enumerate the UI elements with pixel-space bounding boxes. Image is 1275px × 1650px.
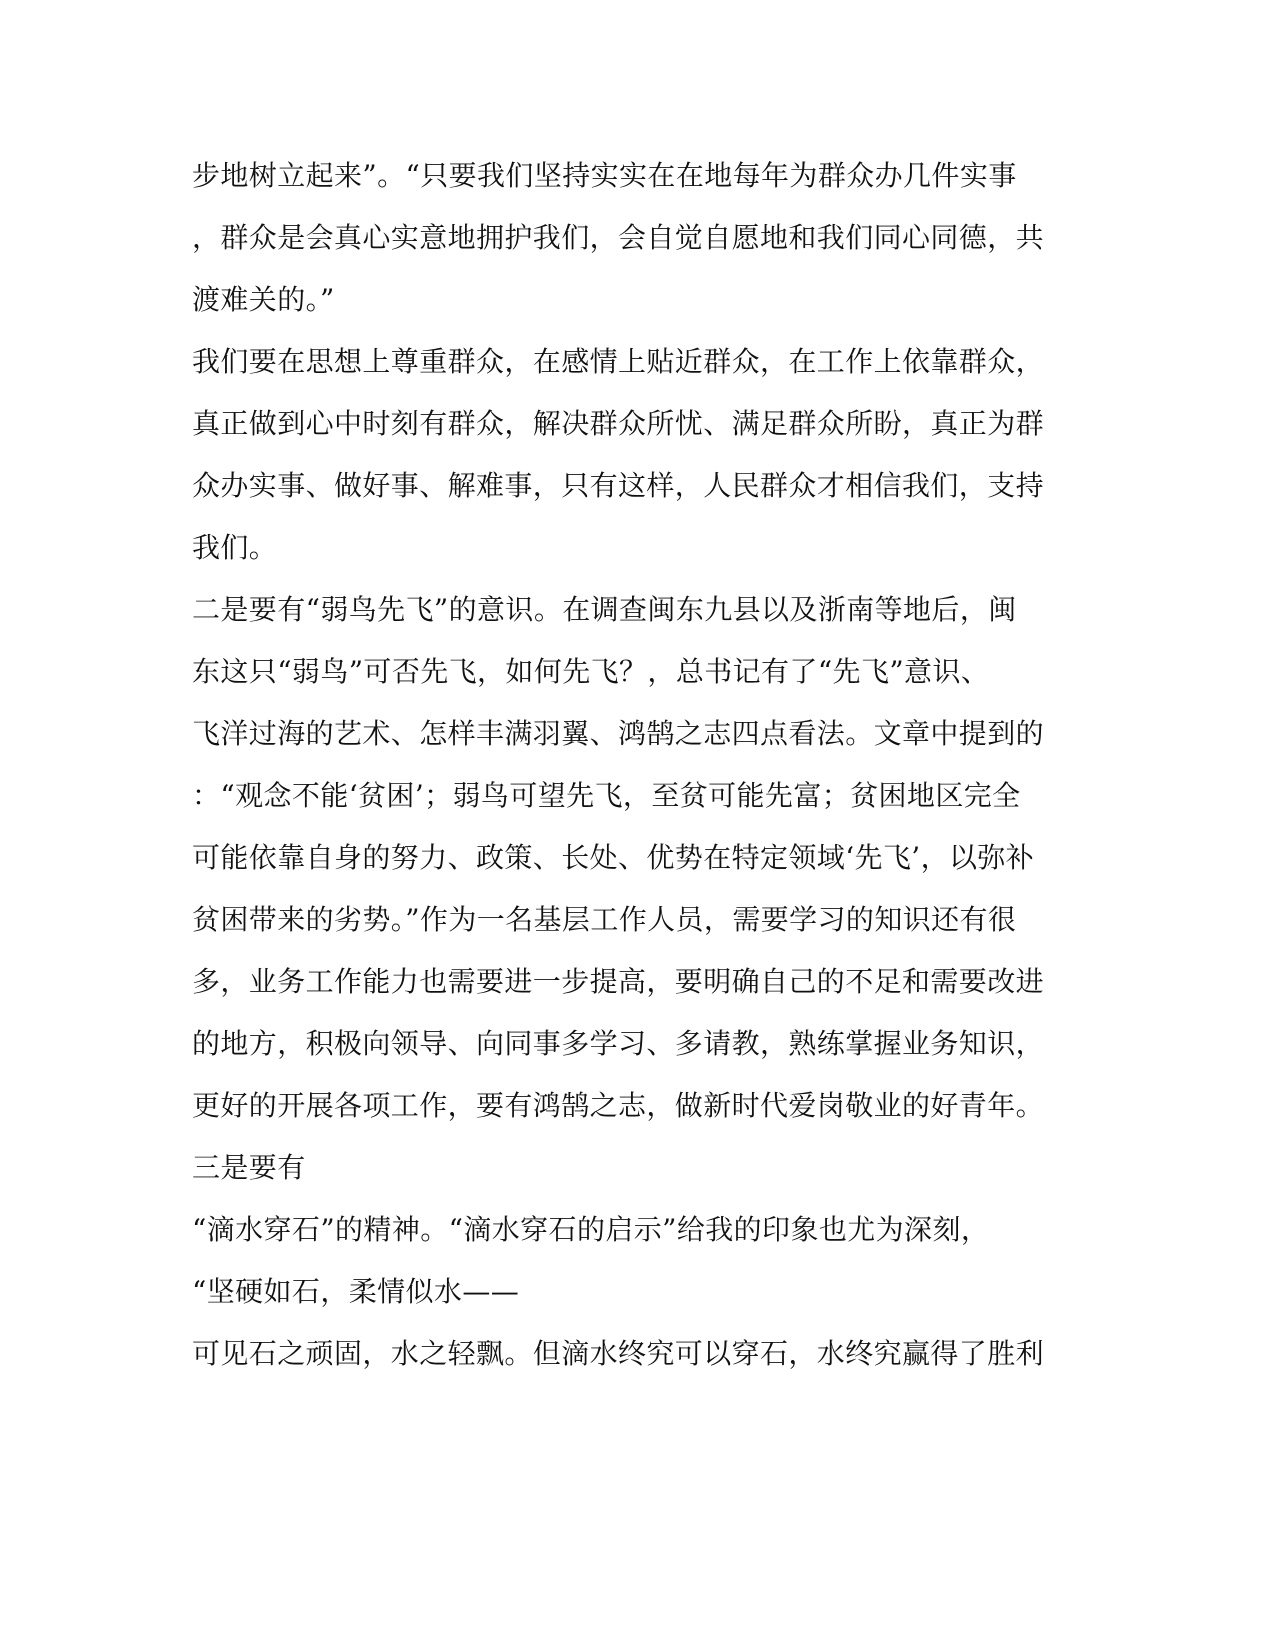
- text-line-5: 真正做到心中时刻有群众，解决群众所忧、满足群众所盼，真正为群: [192, 407, 1045, 440]
- text-line-15: 的地方，积极向领导、向同事多学习、多请教，熟练掌握业务知识，: [192, 1027, 1045, 1060]
- text-line-13: 贫困带来的劣势。”作为一名基层工作人员，需要学习的知识还有很: [192, 903, 1017, 936]
- text-line-17: 三是要有: [192, 1151, 306, 1184]
- text-line-6: 众办实事、做好事、解难事，只有这样，人民群众才相信我们，支持: [192, 469, 1045, 502]
- text-line-8: 二是要有“弱鸟先飞”的意识。在调查闽东九县以及浙南等地后，闽: [192, 593, 1017, 626]
- text-line-11: ：“观念不能‘贫困’；弱鸟可望先飞，至贫可能先富；贫困地区完全: [192, 779, 1021, 812]
- text-line-7: 我们。: [192, 531, 278, 564]
- text-line-19: “坚硬如石，柔情似水——: [192, 1275, 520, 1308]
- text-line-4: 我们要在思想上尊重群众，在感情上贴近群众，在工作上依靠群众，: [192, 345, 1045, 378]
- text-line-1: 步地树立起来”。“只要我们坚持实实在在地每年为群众办几件实事: [192, 159, 1017, 192]
- text-line-16: 更好的开展各项工作，要有鸿鹄之志，做新时代爱岗敬业的好青年。: [192, 1089, 1045, 1122]
- text-line-3: 渡难关的。”: [192, 283, 335, 316]
- text-line-2: ，群众是会真心实意地拥护我们，会自觉自愿地和我们同心同德，共: [192, 221, 1045, 254]
- text-line-12: 可能依靠自身的努力、政策、长处、优势在特定领域‘先飞’，以弥补: [192, 841, 1035, 874]
- text-line-9: 东这只“弱鸟”可否先飞，如何先飞？，总书记有了“先飞”意识、: [192, 655, 990, 688]
- text-line-18: “滴水穿石”的精神。“滴水穿石的启示”给我的印象也尤为深刻，: [192, 1213, 990, 1246]
- text-line-14: 多，业务工作能力也需要进一步提高，要明确自己的不足和需要改进: [192, 965, 1045, 998]
- text-line-10: 飞洋过海的艺术、怎样丰满羽翼、鸿鹄之志四点看法。文章中提到的: [192, 717, 1045, 750]
- text-line-20: 可见石之顽固，水之轻飘。但滴水终究可以穿石，水终究赢得了胜利: [192, 1337, 1045, 1370]
